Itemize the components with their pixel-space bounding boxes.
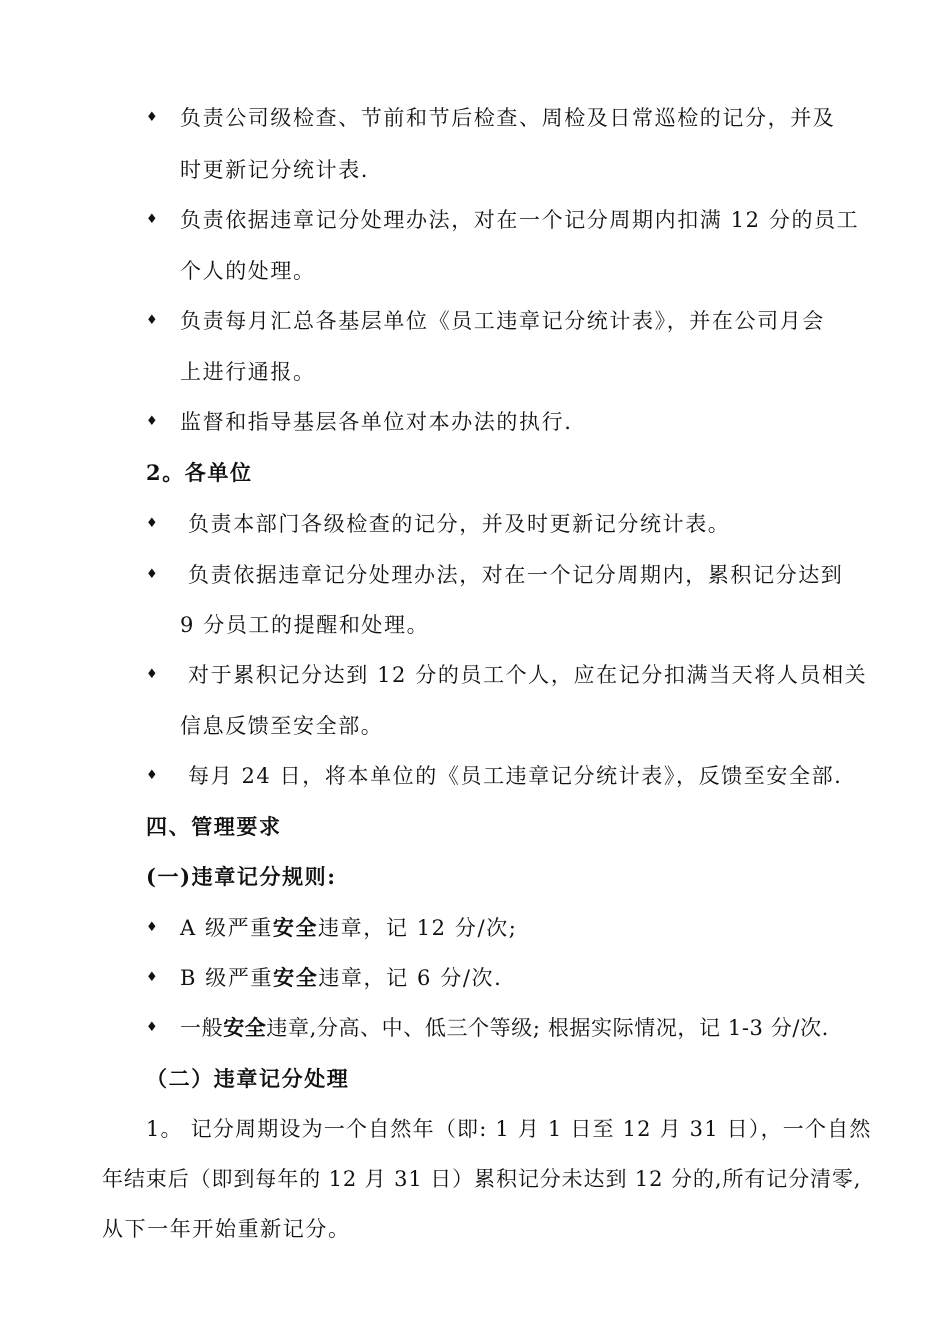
paragraph-line: 从下一年开始重新记分。 (102, 1217, 351, 1241)
rule-item (180, 963, 502, 993)
rule-emphasis: 安全 (223, 1015, 267, 1040)
list-item-continuation: 信息反馈至安全部。 (180, 714, 384, 738)
list-item: 负责公司级检查、节前和节后检查、周检及日常巡检的记分，并及 (180, 106, 836, 130)
rule-suffix: 违章,分高、中、低三个等级; 根据实际情况，记 1-3 分/次. (266, 1016, 829, 1040)
bullet-icon: ♦ (146, 516, 158, 531)
list-item: 负责每月汇总各基层单位《员工违章记分统计表》，并在公司月会 (180, 309, 825, 333)
list-item: 每月 24 日，将本单位的《员工违章记分统计表》，反馈至安全部. (188, 764, 843, 788)
rule-prefix: B 级严重 (180, 966, 274, 990)
subsection-heading: （二）违章记分处理 (146, 1066, 350, 1091)
bullet-icon: ♦ (146, 1020, 158, 1035)
paragraph-line: 1。 记分周期设为一个自然年（即: 1 月 1 日至 12 月 31 日），一个自然 (146, 1117, 872, 1141)
bullet-icon: ♦ (146, 920, 158, 935)
subsection-heading: (一)违章记分规则: (146, 864, 337, 889)
rule-emphasis: 安全 (272, 915, 319, 940)
rule-emphasis: 安全 (273, 965, 319, 990)
list-item: 负责依据违章记分处理办法，对在一个记分周期内扣满 12 分的员工 (180, 208, 860, 232)
bullet-icon: ♦ (146, 313, 158, 328)
rule-item (180, 1013, 829, 1043)
paragraph-line: 年结束后（即到每年的 12 月 31 日）累积记分未达到 12 分的,所有记分清零, (102, 1167, 862, 1191)
rule-prefix: A 级严重 (180, 916, 273, 940)
bullet-icon: ♦ (146, 414, 158, 429)
rule-suffix: 违章，记 12 分/次; (318, 916, 518, 940)
rule-prefix: 一般 (180, 1016, 224, 1040)
list-item-continuation: 个人的处理。 (180, 259, 316, 283)
list-item: 对于累积记分达到 12 分的员工个人，应在记分扣满当天将人员相关 (188, 663, 868, 687)
rule-item (180, 913, 517, 943)
list-item: 负责依据违章记分处理办法，对在一个记分周期内，累积记分达到 (188, 563, 844, 587)
list-item: 负责本部门各级检查的记分，并及时更新记分统计表。 (188, 512, 731, 536)
bullet-icon: ♦ (146, 667, 158, 682)
list-item-continuation: 时更新记分统计表. (180, 158, 370, 182)
bullet-icon: ♦ (146, 110, 158, 125)
rule-suffix: 违章，记 6 分/次. (318, 966, 503, 990)
list-item-continuation: 9 分员工的提醒和处理。 (180, 613, 430, 637)
list-item-continuation: 上进行通报。 (180, 360, 316, 384)
bullet-icon: ♦ (146, 567, 158, 582)
section-heading: 四、管理要求 (146, 814, 282, 839)
bullet-icon: ♦ (146, 768, 158, 783)
section-heading: 2。各单位 (146, 460, 253, 485)
bullet-icon: ♦ (146, 970, 158, 985)
list-item: 监督和指导基层各单位对本办法的执行. (180, 410, 573, 434)
bullet-icon: ♦ (146, 212, 158, 227)
